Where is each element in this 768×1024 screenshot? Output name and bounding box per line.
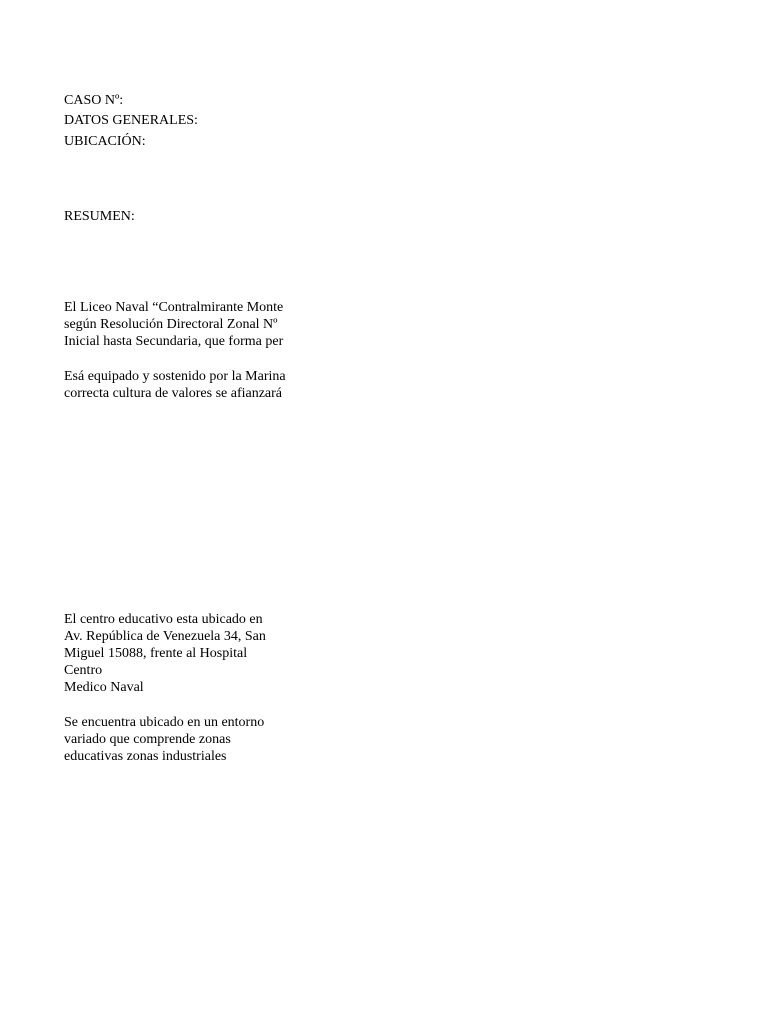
environment-paragraph [64, 714, 299, 765]
paragraph-line: según Resolución Directoral Zonal Nº [64, 317, 278, 332]
paragraph-line: Miguel 15088, frente al Hospital [64, 646, 248, 661]
caso-number-label: CASO Nº: [64, 93, 124, 108]
paragraph-line: educativas zonas industriales [64, 749, 227, 764]
paragraph-line: Esá equipado y sostenido por la Marina [64, 369, 286, 384]
paragraph-line: Av. República de Venezuela 34, San [64, 629, 266, 644]
paragraph-line: El Liceo Naval “Contralmirante Monte [64, 300, 284, 315]
paragraph-line: Medico Naval [64, 680, 144, 695]
summary-paragraph-2 [64, 368, 299, 402]
general-data-label: DATOS GENERALES: [64, 113, 198, 128]
location-paragraph [64, 611, 299, 696]
summary-label: RESUMEN: [64, 209, 135, 224]
paragraph-line: Inicial hasta Secundaria, que forma per [64, 334, 284, 349]
location-label: UBICACIÓN: [64, 134, 146, 149]
paragraph-line: Centro [64, 663, 103, 678]
paragraph-line: variado que comprende zonas [64, 732, 231, 747]
paragraph-line: El centro educativo esta ubicado en [64, 612, 263, 627]
summary-paragraph-1 [64, 299, 299, 350]
paragraph-line: Se encuentra ubicado en un entorno [64, 715, 265, 730]
paragraph-line: correcta cultura de valores se afianzará [64, 386, 283, 401]
